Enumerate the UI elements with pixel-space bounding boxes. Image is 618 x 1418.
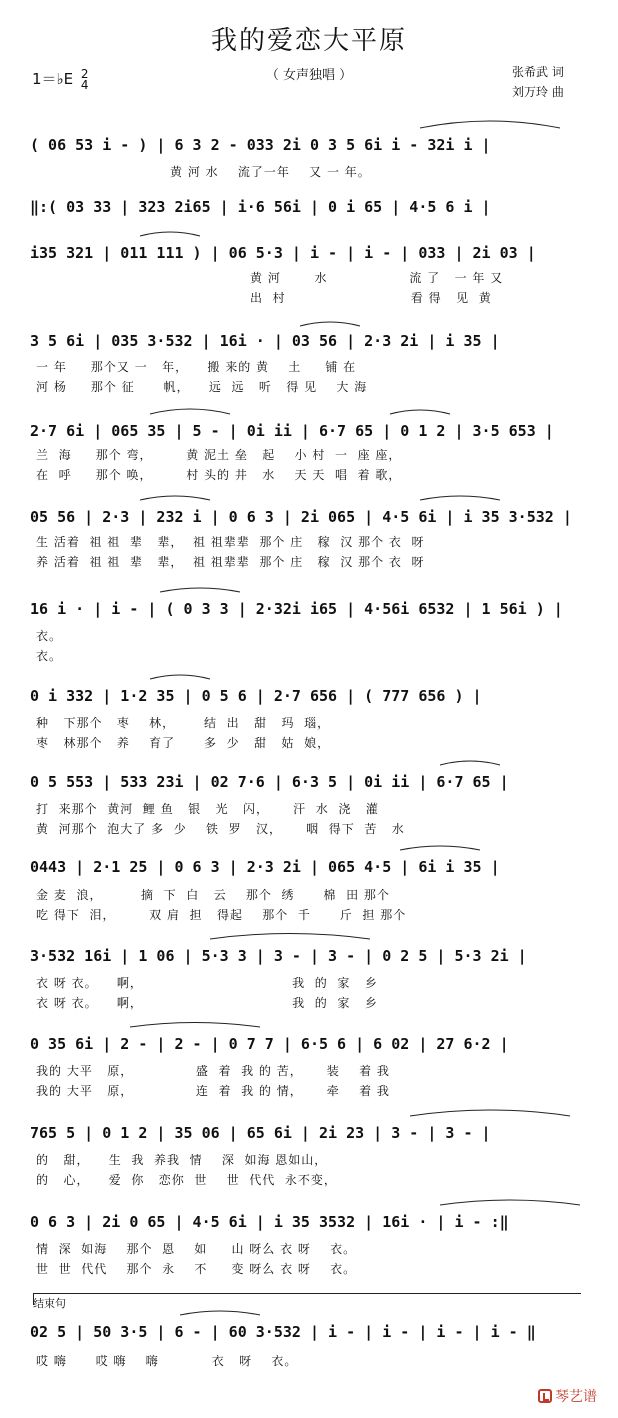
notation-line-1: ( 06 53 i - ) | 6 3 2 - 033 2i 0 3 5 6i i - 32i i |: [30, 136, 491, 154]
slur-arc: [160, 588, 240, 592]
lyric-line-3b: 在 呼 那个 唤， 村 头的 井 水 天 天 唱 着 歌，: [36, 467, 402, 482]
lyric-line-2a: 一 年 那个又 一 年， 搬 来的 黄 土 铺 在: [36, 359, 357, 374]
lyric-intro: 黄 河 水 流了一年 又 一 年。: [170, 164, 371, 179]
lyric-line-10a: 我的 大平 原， 盛 着 我 的 苦， 装 着 我: [36, 1063, 390, 1078]
notation-line-2: ‖:( 03 33 | 323 2i65 | i·6 56i | 0 i 65 | 4·5 6 i |: [30, 198, 491, 216]
lyric-line-11a: 的 甜， 生 我 养我 情 深 如海 恩如山，: [36, 1152, 328, 1167]
notation-line-8: 0 i 332 | 1·2 35 | 0 5 6 | 2·7 656 | ( 777 656 ) |: [30, 687, 482, 705]
key-label: 1＝♭E: [32, 70, 74, 88]
lyric-line-5a: 衣。: [36, 628, 63, 643]
lyric-line-1a: 黄 河 水 流 了 一 年 又: [250, 270, 504, 285]
ending-label: 结束句: [33, 1297, 66, 1310]
lyric-line-10b: 我的 大平 原， 连 着 我 的 情， 牵 着 我: [36, 1083, 390, 1098]
song-title: 我的爱恋大平原: [210, 26, 407, 56]
lyric-ending: 哎 嗨 哎 嗨 嗨 衣 呀 衣。: [36, 1353, 298, 1368]
qinyipu-logo-icon: [538, 1389, 552, 1403]
notation-line-4: 3 5 6i | 035 3·532 | 16i · | 03 56 | 2·3 2i | i 35 |: [30, 332, 500, 350]
time-top: 2: [80, 66, 89, 81]
composer-credit: 刘万玲 曲: [512, 85, 564, 99]
notation-line-15: 02 5 | 50 3·5 | 6 - | 60 3·532 | i - | i - | i - | i - ‖: [30, 1323, 536, 1341]
slur-arc: [300, 322, 360, 326]
lyric-line-6b: 枣 林那个 养 育了 多 少 甜 姑 娘，: [36, 735, 331, 750]
notation-line-6: 05 56 | 2·3 | 232 i | 0 6 3 | 2i 065 | 4·5 6i | i 35 3·532 |: [30, 508, 572, 526]
slur-arc: [440, 1200, 580, 1205]
lyric-line-4a: 生 活着 祖 祖 辈 辈， 祖 祖辈辈 那个 庄 稼 汉 那个 衣 呀: [36, 534, 425, 549]
slur-arc: [140, 232, 200, 236]
slur-arc: [150, 675, 210, 679]
slur-arc: [400, 846, 480, 850]
watermark-text: 琴艺谱: [555, 1389, 597, 1405]
notation-line-5: 2·7 6i | 065 35 | 5 - | 0i ii | 6·7 65 | 0 1 2 | 3·5 653 |: [30, 422, 554, 440]
slur-arc: [390, 410, 450, 414]
lyric-line-8b: 吃 得下 泪， 双 肩 担 得起 那个 千 斤 担 那个: [36, 907, 407, 922]
lyric-line-12a: 情 深 如海 那个 恩 如 山 呀么 衣 呀 衣。: [36, 1241, 357, 1256]
lyric-line-9a: 衣 呀 衣。 啊， 我 的 家 乡: [36, 975, 378, 990]
key-signature: [32, 68, 89, 91]
lyric-line-8a: 金 麦 浪， 摘 下 白 云 那个 绣 棉 田 那个: [36, 887, 390, 902]
notation-line-7: 16 i · | i - | ( 0 3 3 | 2·32i i65 | 4·56i 6532 | 1 56i ) |: [30, 600, 563, 618]
notation-line-3: i35 321 | 011 111 ) | 06 5·3 | i - | i - | 033 | 2i 03 |: [30, 244, 536, 262]
notation-line-10: 0443 | 2·1 25 | 0 6 3 | 2·3 2i | 065 4·5 | 6i i 35 |: [30, 858, 500, 876]
notation-line-14: 0 6 3 | 2i 0 65 | 4·5 6i | i 35 3532 | 16i · | i - :‖: [30, 1213, 509, 1231]
slur-arc: [140, 496, 210, 500]
watermark: [538, 1386, 597, 1406]
slur-arc: [420, 121, 560, 128]
song-subtitle: （ 女声独唱 ）: [265, 68, 353, 83]
slur-arc: [180, 1311, 260, 1315]
slur-arc: [420, 496, 500, 500]
lyric-line-3a: 兰 海 那个 弯， 黄 泥土 垒 起 小 村 一 座 座，: [36, 447, 402, 462]
slur-arc: [150, 409, 230, 414]
time-bottom: 4: [80, 77, 89, 92]
time-signature: [80, 66, 89, 92]
lyricist-credit: 张希武 词: [512, 65, 564, 79]
lyric-line-9b: 衣 呀 衣。 啊， 我 的 家 乡: [36, 995, 378, 1010]
lyric-line-4b: 养 活着 祖 祖 辈 辈， 祖 祖辈辈 那个 庄 稼 汉 那个 衣 呀: [36, 554, 425, 569]
slur-arc: [210, 934, 370, 940]
lyric-line-7a: 打 来那个 黄河 鲤 鱼 银 光 闪， 汗 水 浇 灌: [36, 801, 379, 816]
notation-line-11: 3·532 16i | 1 06 | 5·3 3 | 3 - | 3 - | 0 2 5 | 5·3 2i |: [30, 947, 527, 965]
lyric-line-12b: 世 世 代代 那个 永 不 变 呀么 衣 呀 衣。: [36, 1261, 357, 1276]
lyric-line-6a: 种 下那个 枣 林， 结 出 甜 玛 瑙，: [36, 715, 331, 730]
lyric-line-2b: 河 杨 那个 征 帆， 远 远 听 得 见 大 海: [36, 379, 368, 394]
notation-line-12: 0 35 6i | 2 - | 2 - | 0 7 7 | 6·5 6 | 6 02 | 27 6·2 |: [30, 1035, 509, 1053]
slur-arc: [130, 1023, 260, 1028]
slur-arc: [410, 1110, 570, 1116]
slur-arc: [440, 761, 500, 765]
lyric-line-1b: 出 村 看 得 见 黄: [250, 290, 492, 305]
ending-bracket-line: [33, 1293, 581, 1294]
lyric-line-7b: 黄 河那个 泡大了 多 少 铁 罗 汉， 咽 得下 苦 水: [36, 821, 405, 836]
credits: [512, 62, 564, 102]
notation-line-9: 0 5 553 | 533 23i | 02 7·6 | 6·3 5 | 0i ii | 6·7 65 |: [30, 773, 509, 791]
lyric-line-11b: 的 心， 爱 你 恋你 世 世 代代 永不变，: [36, 1172, 337, 1187]
notation-line-13: 765 5 | 0 1 2 | 35 06 | 65 6i | 2i 23 | 3 - | 3 - |: [30, 1124, 491, 1142]
lyric-line-5b: 衣。: [36, 648, 63, 663]
